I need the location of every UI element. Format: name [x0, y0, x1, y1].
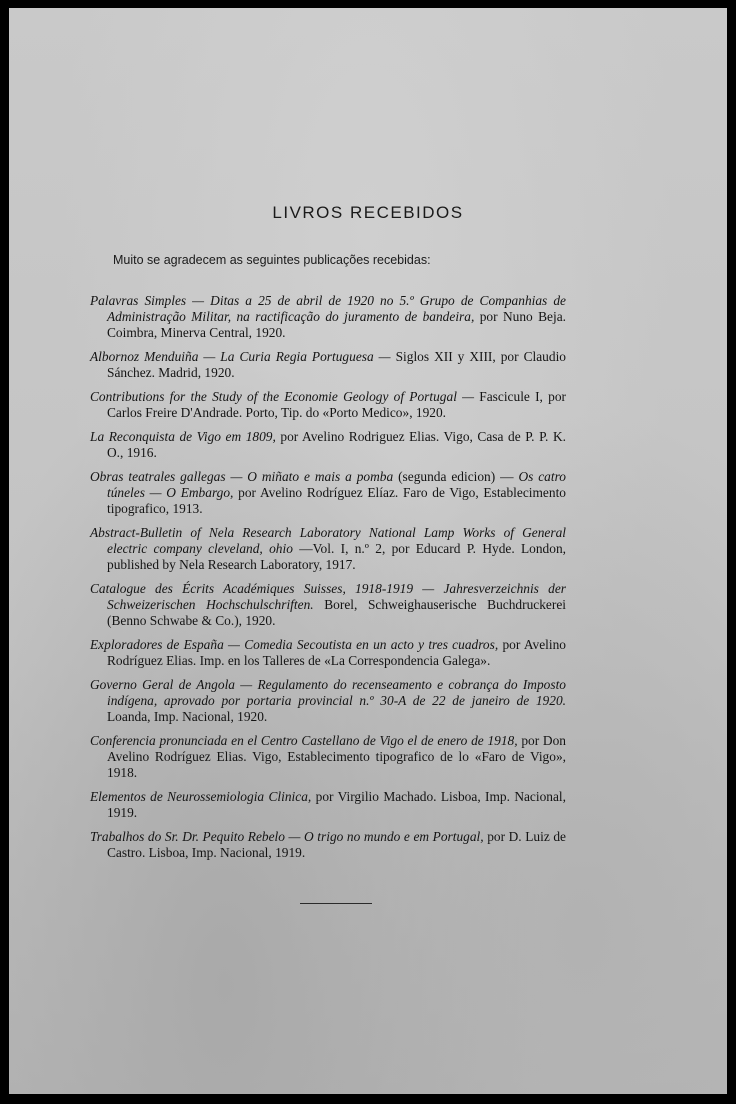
list-item: [90, 829, 566, 861]
entry-details: —Vol. I, n.º 2, por Educard P. Hyde. London, published by Nela Research Laboratory, 1917.: [107, 541, 566, 572]
entry-title: Abstract-Bulletin of Nela Research Laboratory National Lamp Works of General electric company cleveland, ohio: [90, 525, 566, 556]
entry-title: Contributions for the Study of the Economie Geology of Portugal —: [90, 389, 475, 404]
list-item: [90, 525, 566, 573]
entry-title: Exploradores de España — Comedia Secoutista en un acto y tres cuadros,: [90, 637, 499, 652]
list-item: [90, 789, 566, 821]
entry-title: Conferencia pronunciada en el Centro Castellano de Vigo el de enero de 1918,: [90, 733, 518, 748]
list-item: [90, 469, 566, 517]
entry-title: Catalogue des Écrits Académiques Suisses, 1918-1919 — Jahresverzeichnis der Schweizerischen Hochschulschriften.: [90, 581, 566, 612]
entry-details: por Don Avelino Rodríguez Elias. Vigo, Establecimento tipografico de lo «Faro de Vigo», 1918.: [107, 733, 566, 780]
entry-title: Palavras Simples — Ditas a 25 de abril de 1920 no 5.º Grupo de Companhias de Administração Militar, na ractificação do juramento de bandeira,: [90, 293, 566, 324]
entry-details: por Virgilio Machado. Lisboa, Imp. Nacional, 1919.: [107, 789, 566, 820]
list-item: [90, 677, 566, 725]
entry-details: por Avelino Rodriguez Elias. Vigo, Casa de P. P. K. O., 1916.: [107, 429, 566, 460]
document-page: [9, 8, 727, 1094]
entry-list: [90, 293, 566, 869]
entry-details: Loanda, Imp. Nacional, 1920.: [107, 709, 268, 724]
entry-title: Obras teatrales gallegas — O miñato e mais a pomba: [90, 469, 394, 484]
entry-details: Borel, Schweighauserische Buchdruckerei (Benno Schwabe & Co.), 1920.: [107, 597, 566, 628]
entry-details: (segunda edicion) —: [393, 469, 519, 484]
list-item: [90, 389, 566, 421]
entry-title: Albornoz Menduiña — La Curia Regia Portuguesa —: [90, 349, 391, 364]
closing-rule: [300, 903, 372, 904]
entry-title: Elementos de Neurossemiologia Clinica,: [90, 789, 312, 804]
list-item: [90, 733, 566, 781]
entry-title: La Reconquista de Vigo em 1809,: [90, 429, 276, 444]
list-item: [90, 349, 566, 381]
entry-details-secondary: por Avelino Rodríguez Elíaz. Faro de Vigo, Establecimento tipografico, 1913.: [107, 485, 566, 516]
list-item: [90, 429, 566, 461]
entry-details: por Avelino Rodríguez Elias. Imp. en los Talleres de «La Correspondencia Galega».: [107, 637, 566, 668]
list-item: [90, 637, 566, 669]
entry-details: por Nuno Beja. Coimbra, Minerva Central, 1920.: [107, 309, 566, 340]
entry-title-secondary: Os catro túneles — O Embargo,: [107, 469, 567, 500]
page-title: LIVROS RECEBIDOS: [272, 203, 464, 222]
entry-details: por D. Luiz de Castro. Lisboa, Imp. Nacional, 1919.: [107, 829, 567, 860]
list-item: [90, 581, 566, 629]
entry-details: Siglos XII y XIII, por Claudio Sánchez. Madrid, 1920.: [107, 349, 566, 380]
intro-text: Muito se agradecem as seguintes publicações recebidas:: [113, 253, 431, 267]
list-item: [90, 293, 566, 341]
entry-title: Governo Geral de Angola — Regulamento do recenseamento e cobrança do Imposto indígena, aprovado por portaria provincial n.º 30-A de 22 de janeiro de 1920.: [90, 677, 566, 708]
entry-title: Trabalhos do Sr. Dr. Pequito Rebelo — O trigo no mundo e em Portugal,: [90, 829, 484, 844]
entry-details: Fascicule I, por Carlos Freire D'Andrade. Porto, Tip. do «Porto Medico», 1920.: [107, 389, 566, 420]
